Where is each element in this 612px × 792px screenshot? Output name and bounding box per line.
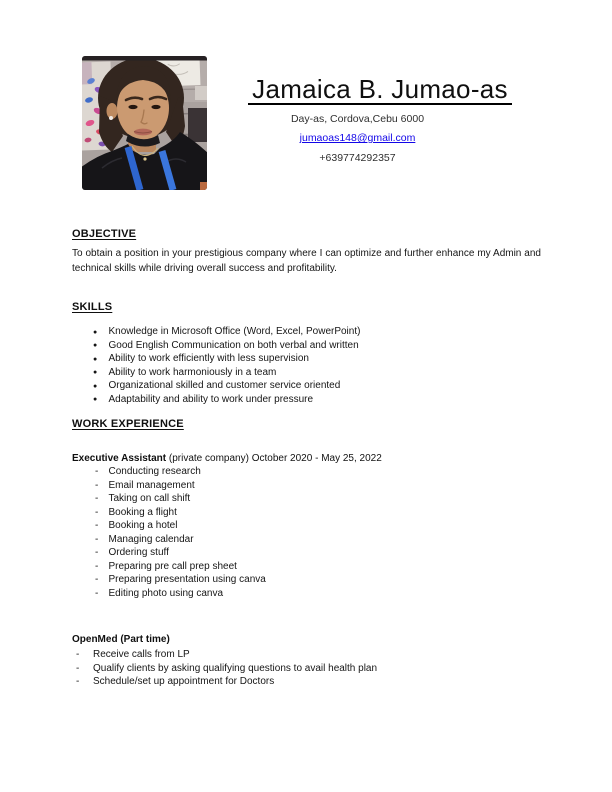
skill-item: ● Adaptability and ability to work under pressure [72, 393, 541, 407]
duty-item: - Editing photo using canva [72, 587, 541, 601]
duty-item: - Schedule/set up appointment for Doctors [72, 675, 541, 689]
job1-details: (private company) October 2020 - May 25, 2022 [166, 453, 382, 464]
contact-block [228, 114, 487, 164]
duty-item: - Conducting research [72, 465, 541, 479]
skills-list [72, 325, 541, 406]
profile-photo-illustration [82, 56, 207, 190]
job1-title: Executive Assistant [72, 453, 167, 464]
header [228, 74, 532, 164]
skills-section [72, 301, 541, 406]
duty-item: - Preparing presentation using canva [72, 573, 541, 587]
duty-item: - Managing calendar [72, 533, 541, 547]
duty-item: - Taking on call shift [72, 492, 541, 506]
objective-section [72, 228, 541, 276]
duty-item: - Email management [72, 479, 541, 493]
duty-item: - Booking a flight [72, 506, 541, 520]
skill-item: ● Knowledge in Microsoft Office (Word, Excel, PowerPoint) [72, 325, 541, 339]
job2-title: OpenMed (Part time) [72, 634, 170, 645]
work-experience-section [72, 418, 541, 600]
address-text: Day-as, Cordova,Cebu 6000 [290, 112, 425, 125]
skills-heading: SKILLS [72, 301, 113, 313]
skill-item: ● Organizational skilled and customer service oriented [72, 379, 541, 393]
skill-item: ● Ability to work efficiently with less supervision [72, 352, 541, 366]
objective-heading: OBJECTIVE [72, 228, 137, 240]
job2-duties-list [72, 648, 541, 689]
job2-section [72, 633, 541, 689]
skill-item: ● Ability to work harmoniously in a team [72, 366, 541, 380]
job1-duties-list [72, 465, 541, 600]
phone-text: +639774292357 [319, 151, 396, 164]
duty-item: - Preparing pre call prep sheet [72, 560, 541, 574]
duty-item: - Booking a hotel [72, 519, 541, 533]
name-heading: Jamaica B. Jumao-as [248, 78, 512, 105]
duty-item: - Qualify clients by asking qualifying questions to avail health plan [72, 662, 541, 676]
duty-item: - Ordering stuff [72, 546, 541, 560]
duty-item: - Receive calls from LP [72, 648, 541, 662]
skill-item: ● Good English Communication on both verbal and written [72, 339, 541, 353]
work-experience-heading: WORK EXPERIENCE [72, 418, 184, 430]
email-link[interactable]: jumaoas148@gmail.com [299, 132, 416, 144]
profile-photo [82, 56, 207, 190]
job1-title-line [72, 452, 541, 465]
objective-body: To obtain a position in your prestigious company where I can optimize and further enhance my Admin and technical skills while driving overall success and profitability. [72, 248, 541, 274]
